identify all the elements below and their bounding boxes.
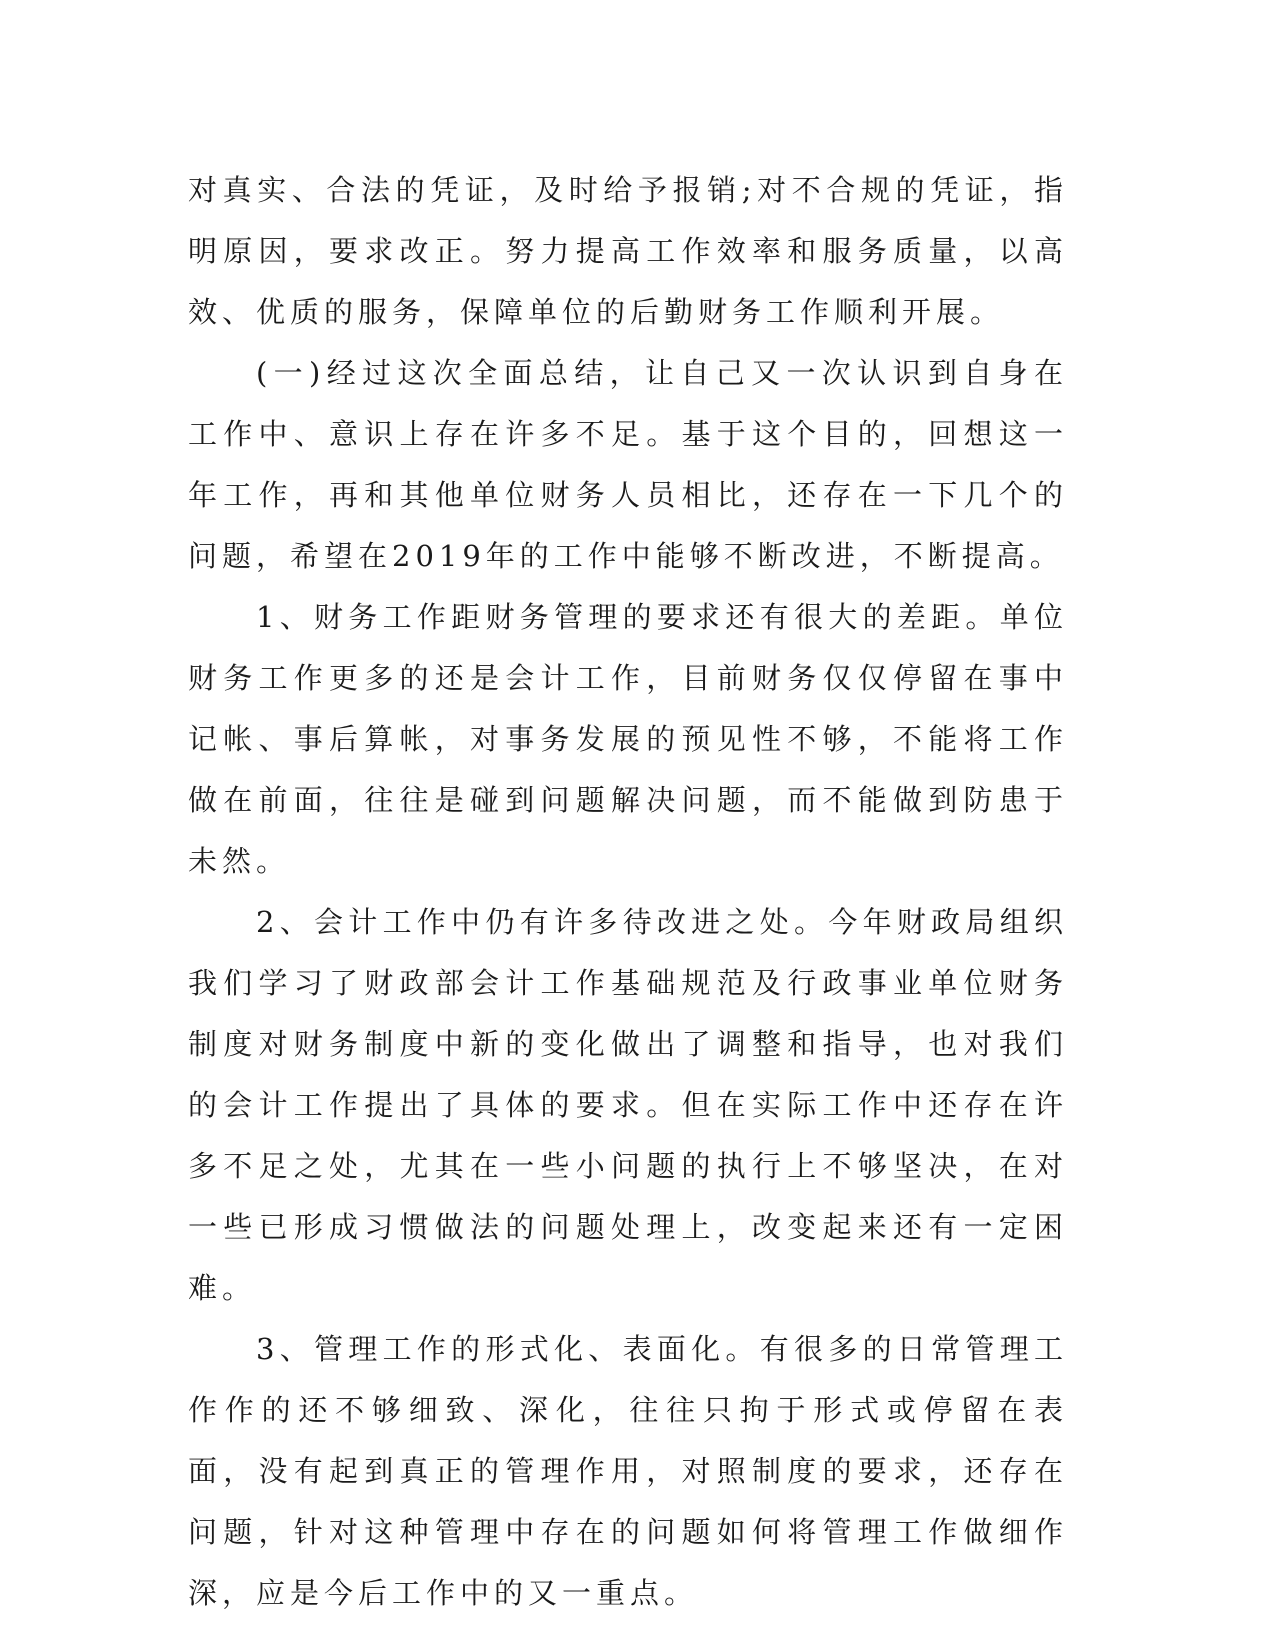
paragraph-summary: (一)经过这次全面总结，让自己又一次认识到自身在工作中、意识上存在许多不足。基于这个目的，回想这一年工作，再和其他单位财务人员相比，还存在一下几个的问题，希望在2019年的工作中能够不断改进，不断提高。 [188,356,1068,573]
paragraph-item-2: 2、会计工作中仍有许多待改进之处。今年财政局组织我们学习了财政部会计工作基础规范及行政事业单位财务制度对财务制度中新的变化做出了调整和指导，也对我们的会计工作提出了具体的要求。但在实际工作中还存在许多不足之处，尤其在一些小问题的执行上不够坚决，在对一些已形成习惯做法的问题处理上，改变起来还有一定困难。 [188,905,1068,1305]
document-body [188,160,1068,1624]
paragraph-continuation: 对真实、合法的凭证，及时给予报销;对不合规的凭证，指明原因，要求改正。努力提高工作效率和服务质量，以高效、优质的服务，保障单位的后勤财务工作顺利开展。 [188,173,1068,329]
paragraph-item-3: 3、管理工作的形式化、表面化。有很多的日常管理工作作的还不够细致、深化，往往只拘于形式或停留在表面，没有起到真正的管理作用，对照制度的要求，还存在问题，针对这种管理中存在的问题如何将管理工作做细作深，应是今后工作中的又一重点。 [188,1332,1068,1610]
paragraph-item-1: 1、财务工作距财务管理的要求还有很大的差距。单位财务工作更多的还是会计工作，目前财务仅仅停留在事中记帐、事后算帐，对事务发展的预见性不够，不能将工作做在前面，往往是碰到问题解决问题，而不能做到防患于未然。 [188,600,1068,878]
